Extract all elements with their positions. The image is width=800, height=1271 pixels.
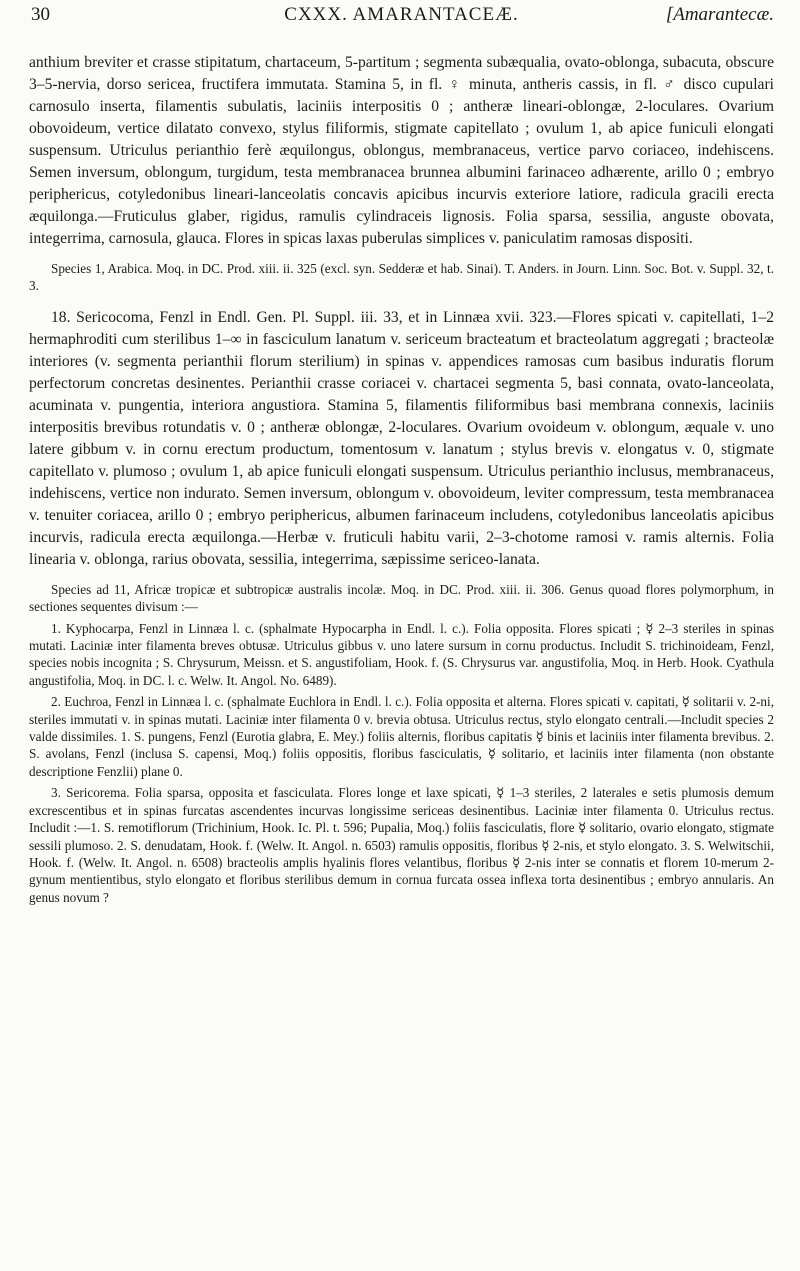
page-number: 30 <box>31 4 50 25</box>
paragraph-genus-17-continued: anthium breviter et crasse stipitatum, chartaceum, 5-partitum ; segmenta subæqualia, ovato-oblonga, subacuta, obscure 3–5-nervia, dorso sericea, fructifera immutata. Stamina 5, in fl. ♀ minuta, antheris cassis, in fl. ♂ disco cupulari carnosulo inserta, filamentis subulatis, laciniis interpositis 0 ; antheræ lineari-oblongæ, 2-loculares. Ovarium obovoideum, vertice dilatato convexo, stylus filiformis, stigmate capitellato ; ovulum 1, ab apice funiculi elongati suspensum. Utriculus perianthio ferè æquilongus, oblongus, membranaceus, vertice parvo coriaceo, indehiscens. Semen inversum, oblongum, turgidum, testa membranacea brunnea albumini farinaceo adhærente, arillo 0 ; embryo periphericus, cotyledonibus lineari-lanceolatis concavis apicibus incurvis exteriore latiore, radicula gracili erecta æquilonga.—Fruticulus glaber, rigidus, ramulis cylindraceis lignosis. Folia sparsa, sessilia, anguste obovata, integerrima, carnosula, glauca. Flores in spicas laxas puberulas simplices v. paniculatim ramosas dispositi. <box>29 54 774 247</box>
species-note-genus-18: Species ad 11, Africæ tropicæ et subtropicæ australis incolæ. Moq. in DC. Prod. xiii. ii. 306. Genus quoad flores polymorphum, in sectiones sequentes divisum :— <box>29 581 774 615</box>
section-3-sericorema: 3. Sericorema. Folia sparsa, opposita et fasciculata. Flores longe et laxe spicati, ☿ 1–3 steriles, 2 laterales e setis plumosis demum excrescentibus et in spinas furcatas ascendentes incurvas longissime sericeas desinentibus. Laciniæ inter filamenta 0. Utriculus rectus. Includit :—1. S. remotiflorum (Trichinium, Hook. Ic. Pl. t. 596; Pupalia, Moq.) foliis fasciculatis, flore ☿ solitario, ovario elongato, stigmate sessili plumoso. 2. S. denudatam, Hook. f. (Welw. It. Angol. n. 6503) ramulis oppositis, floribus ☿ 2-nis, et stylo elongato. 3. S. Welwitschii, Hook. f. (Welw. It. Angol. n. 6508) bracteolis amplis hyalinis flores velantibus, floribus ☿ 2-nis inter se connatis et florem 10-merum 2-gynum mentientibus, stylo elongato et floribus sterilibus demum in cornua furcata ossea inflexa torta desinentibus ; embryo annularis. An genus novum ? <box>29 785 774 905</box>
family-name: [Amarantecæ. <box>665 4 774 25</box>
running-header <box>29 4 774 32</box>
species-note-genus-17: Species 1, Arabica. Moq. in DC. Prod. xiii. ii. 325 (excl. syn. Sedderæ et hab. Sinai). T. Anders. in Journ. Linn. Soc. Bot. v. Suppl. 32, t. 3. <box>29 261 774 294</box>
running-title: CXXX. AMARANTACEÆ. <box>284 4 519 25</box>
paragraph-genus-18-sericocoma: 18. Sericocoma, Fenzl in Endl. Gen. Pl. Suppl. iii. 33, et in Linnæa xvii. 323.—Flores spicati v. capitellati, 1–2 hermaphroditi cum sterilibus 1–∞ in fasciculum lanatum v. sericeum bracteatum et bracteolatum aggregati ; bracteolæ interiores (v. segmenta perianthii florum sterilium) in spinas v. appendices ramosas cum basibus induratis florum perfectorum concretas desinentes. Perianthii crasse coriacei v. chartacei segmenta 5, basi connata, ovato-lanceolata, acuminata v. pungentia, interiora angustiora. Stamina 5, filamentis filiformibus basi membrana connexis, laciniis interpositis brevibus rotundatis v. 0 ; antheræ oblongæ, 2-loculares. Ovarium ovoideum v. oblongum, æquale v. uno latere gibbum v. in cornu erectum productum, tomentosum v. lanatum ; stylus brevis v. elongatus v. 0, stigmate capitellato v. plumoso ; ovulum 1, ab apice funiculi elongati suspensum. Utriculus perianthio inclusus, membranaceus, indehiscens, vertice non indurato. Semen inversum, oblongum v. obovoideum, leviter compressum, testa membranacea v. tenuiter coriacea, arillo 0 ; embryo periphericus, albumen farinaceum includens, cotyledonibus lanceolatis apicibus incurvis, radicula erecta æquilonga.—Herbæ v. fruticuli habitu varii, 2–3-chotome ramosi v. ramis alternis. Folia linearia v. oblonga, rarius obovata, sessilia, integerrima, sæpissime sericeo-lanata. <box>29 308 774 568</box>
section-1-kyphocarpa: 1. Kyphocarpa, Fenzl in Linnæa l. c. (sphalmate Hypocarpha in Endl. l. c.). Folia opposita. Flores spicati ; ☿ 2–3 steriles in spinas mutati. Laciniæ inter filamenta breves obtusæ. Utriculus gibbus v. uno latere sursum in cornu productus. Includit S. trichinoideam, Fenzl, species nobis incognita ; S. Chrysurum, Meissn. et S. angustifoliam, Hook. f. (S. Chrysurus var. angustifolia, Moq. in Herb. Hook. Cyathula angustifolia, Moq. in DC. l. c. Welw. It. Angol. No. 6489). <box>29 620 774 688</box>
main-text <box>29 52 774 906</box>
section-2-euchroa: 2. Euchroa, Fenzl in Linnæa l. c. (sphalmate Euchlora in Endl. l. c.). Folia opposita et alterna. Flores spicati v. capitati, ☿ solitarii v. 2-ni, steriles immutati v. in spinas mutati. Laciniæ inter filamenta 0 v. brevia obtusa. Utriculus rectus, stylo elongato centrali.—Includit species 2 valde dissimiles. 1. S. pungens, Fenzl (Eurotia glabra, E. Mey.) foliis alternis, floribus capitatis ☿ binis et laciniis inter filamenta brevibus. 2. S. avolans, Fenzl (inclusa S. capensi, Moq.) foliis oppositis, floribus fasciculatis, ☿ solitario, et laciniis inter filamenta (non obstante descriptione Fenzlii) plane 0. <box>29 694 774 779</box>
